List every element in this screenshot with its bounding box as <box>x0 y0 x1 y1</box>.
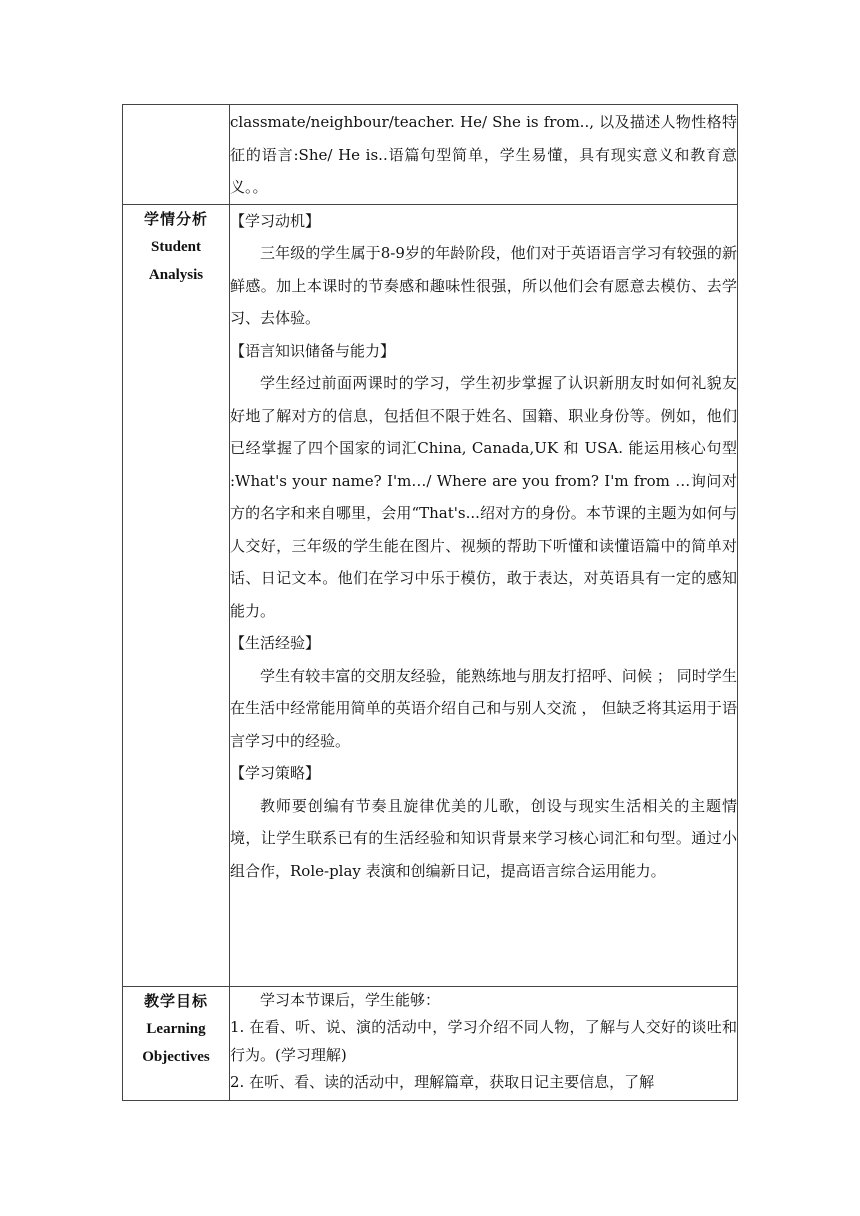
label-english-line2: Analysis <box>148 266 204 283</box>
section-heading-life-experience: 【生活经验】 <box>230 634 321 652</box>
lesson-plan-table <box>122 104 738 1101</box>
table-row-text-analysis <box>123 105 738 205</box>
label-chinese: 教学目标 <box>143 991 208 1010</box>
row-label-student-analysis <box>123 204 230 986</box>
row-content <box>230 105 738 205</box>
objective-item-1: 1. 在看、听、说、演的活动中，学习介绍不同人物，了解与人交好的谈吐和行为。(学习理解) <box>230 1018 737 1064</box>
row-content <box>230 986 738 1100</box>
label-chinese: 学情分析 <box>143 209 208 228</box>
row-label-learning-objectives <box>123 986 230 1100</box>
section-text-learning-strategy: 教师要创编有节奏且旋律优美的儿歌，创设与现实生活相关的主题情境，让学生联系已有的生活经验和知识背景来学习核心词汇和句型。通过小组合作，Role-play 表演和创编新日记，提高语言综合运用能力。 <box>230 796 737 880</box>
section-heading-language-knowledge: 【语言知识储备与能力】 <box>230 341 396 360</box>
section-heading-learning-strategy: 【学习策略】 <box>230 764 321 782</box>
section-text-language-knowledge: 学生经过前面两课时的学习，学生初步掌握了认识新朋友时如何礼貌友好地了解对方的信息，包括但不限于姓名、国籍、职业身份等。例如，他们已经掌握了四个国家的词汇China, Canada,UK 和 USA. 能运用核心句型 :What's your name? I'm…/ Where are you from? I'm from …询问对方的名字和来自哪里，会用“That's...绍对方的身份。本节课的主题为如何与人交好，三年级的学生能在图片、视频的帮助下听懂和读懂语篇中的简单对话、日记文本。他们在学习中乐于模仿，敢于表达，对英语具有一定的感知能力。 <box>230 374 737 620</box>
row-label-empty <box>123 105 230 205</box>
objectives-intro: 学习本节课后，学生能够： <box>260 990 441 1009</box>
label-english-line1: Learning <box>146 1020 206 1037</box>
section-heading-motivation: 【学习动机】 <box>230 211 321 230</box>
row-content <box>230 204 738 986</box>
label-english-line1: Student <box>150 238 202 255</box>
label-english-line2: Objectives <box>142 1048 210 1065</box>
objective-item-2: 2. 在听、看、读的活动中，理解篇章，获取日记主要信息，了解 <box>230 1073 655 1091</box>
section-text-motivation: 三年级的学生属于8-9岁的年龄阶段，他们对于英语语言学习有较强的新鲜感。加上本课时的节奏感和趣味性很强，所以他们会有愿意去模仿、去学习、去体验。 <box>230 244 737 327</box>
content-paragraph: classmate/neighbour/teacher. He/ She is from.., 以及描述人物性格特征的语言:She/ He is..语篇句型简单，学生易懂，具有现实意义和教育意义。。 <box>230 113 737 196</box>
section-text-life-experience: 学生有较丰富的交朋友经验，能熟练地与朋友打招呼、问候 ； 同时学生在生活中经常能用简单的英语介绍自己和与别人交流 ， 但缺乏将其运用于语言学习中的经验。 <box>230 666 737 750</box>
table-row-learning-objectives <box>123 986 738 1100</box>
table-row-student-analysis <box>123 204 738 986</box>
